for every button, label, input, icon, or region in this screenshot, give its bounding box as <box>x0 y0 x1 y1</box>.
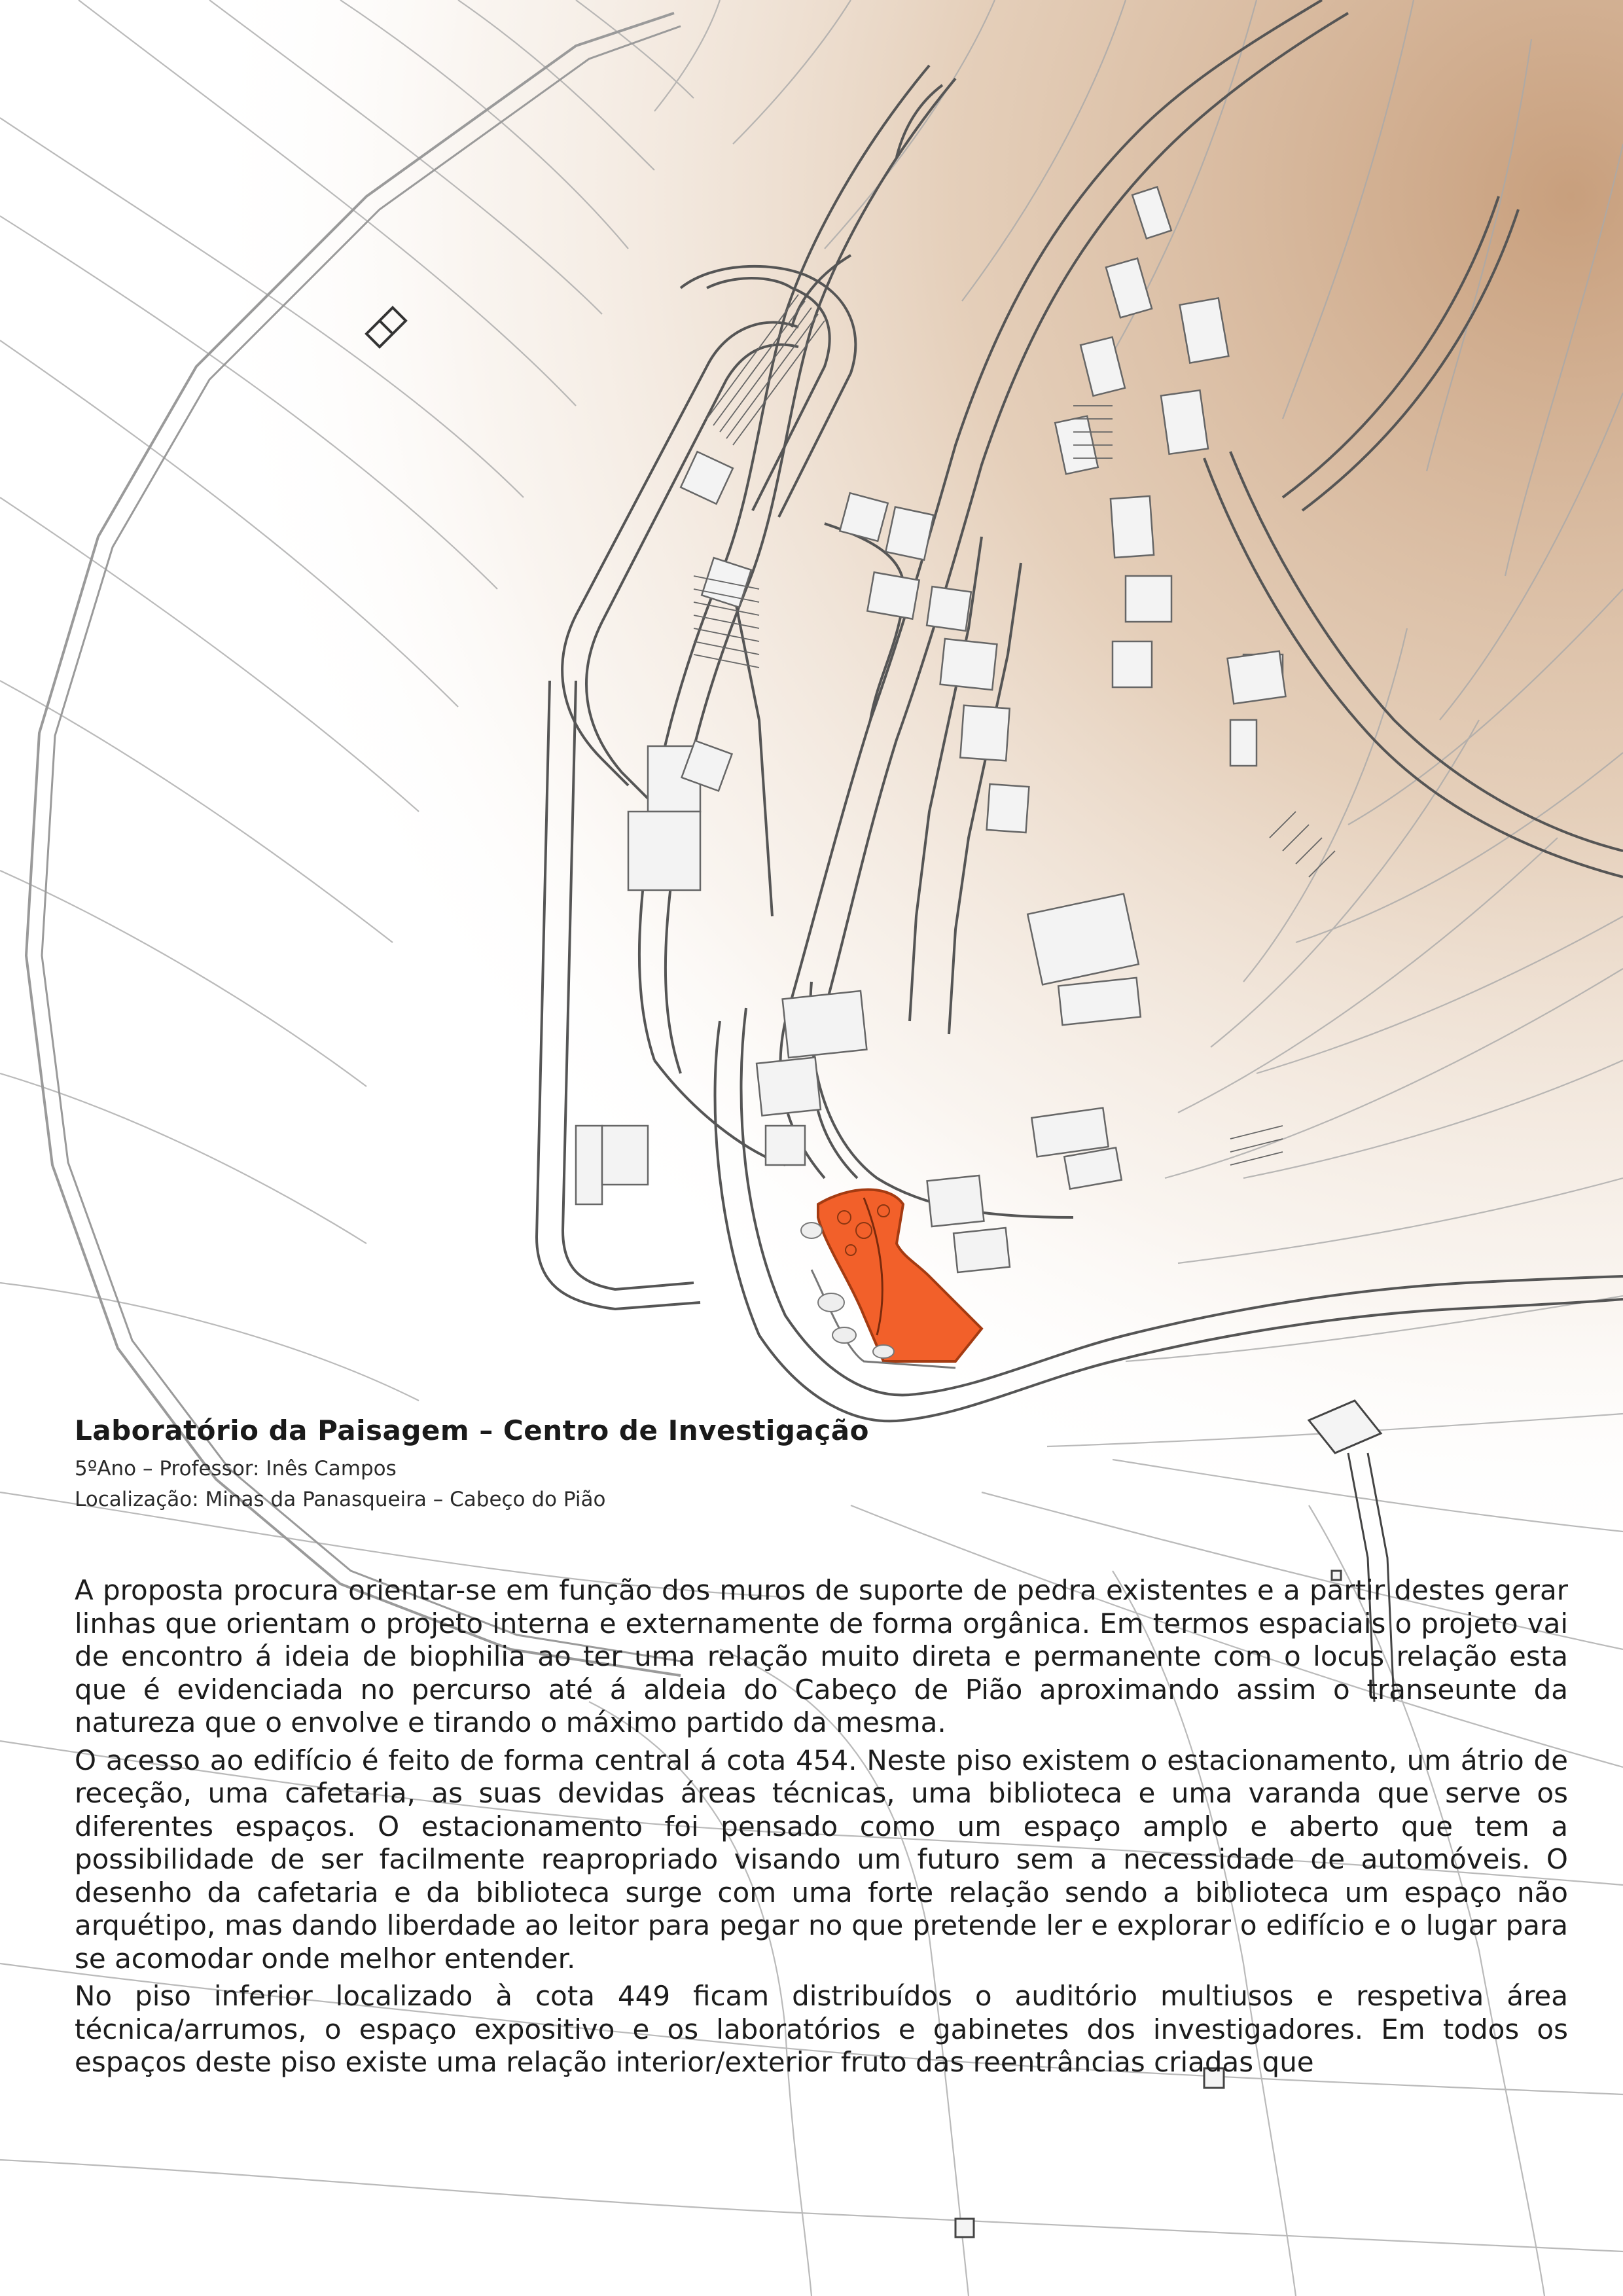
project-description <box>75 1574 1568 2084</box>
project-location: Localização: Minas da Panasqueira – Cabeço do Pião <box>75 1487 606 1511</box>
project-header <box>75 1414 1056 1515</box>
description-paragraph: A proposta procura orientar-se em função dos muros de suporte de pedra existentes e a partir destes gerar linhas que orientam o projeto interna e externamente de forma orgânica. Em termos espaciais o projeto vai de encontro á ideia de biophilia ao ter uma relação muito direta e permanente com o locus relação esta que é evidenciada no percurso até á aldeia do Cabeço de Pião aproximando assim o transeunte da natureza que o envolve e tirando o máximo partido da mesma. <box>75 1574 1568 1738</box>
project-year-professor: 5ºAno – Professor: Inês Campos <box>75 1456 397 1480</box>
project-title: Laboratório da Paisagem – Centro de Investigação <box>75 1414 869 1446</box>
description-paragraph: O acesso ao edifício é feito de forma central á cota 454. Neste piso existem o estacionamento, um átrio de receção, uma cafetaria, as suas devidas áreas técnicas, uma biblioteca e uma varanda que serve os diferentes espaços. O estacionamento foi pensado como um espaço amplo e aberto que tem a possibilidade de ser facilmente reapropriado visando um futuro sem a necessidade de automóveis. O desenho da cafetaria e da biblioteca surge com uma forte relação sendo a biblioteca um espaço não arquétipo, mas dando liberdade ao leitor para pegar no que pretende ler e explorar o edifício e o lugar para se acomodar onde melhor entender. <box>75 1744 1568 1975</box>
description-paragraph: No piso inferior localizado à cota 449 ficam distribuídos o auditório multiusos e respetiva área técnica/arrumos, o espaço expositivo e os laboratórios e gabinetes dos investigadores. Em todos os espaços deste piso existe uma relação interior/exterior fruto das reentrâncias criadas que <box>75 1980 1568 2078</box>
